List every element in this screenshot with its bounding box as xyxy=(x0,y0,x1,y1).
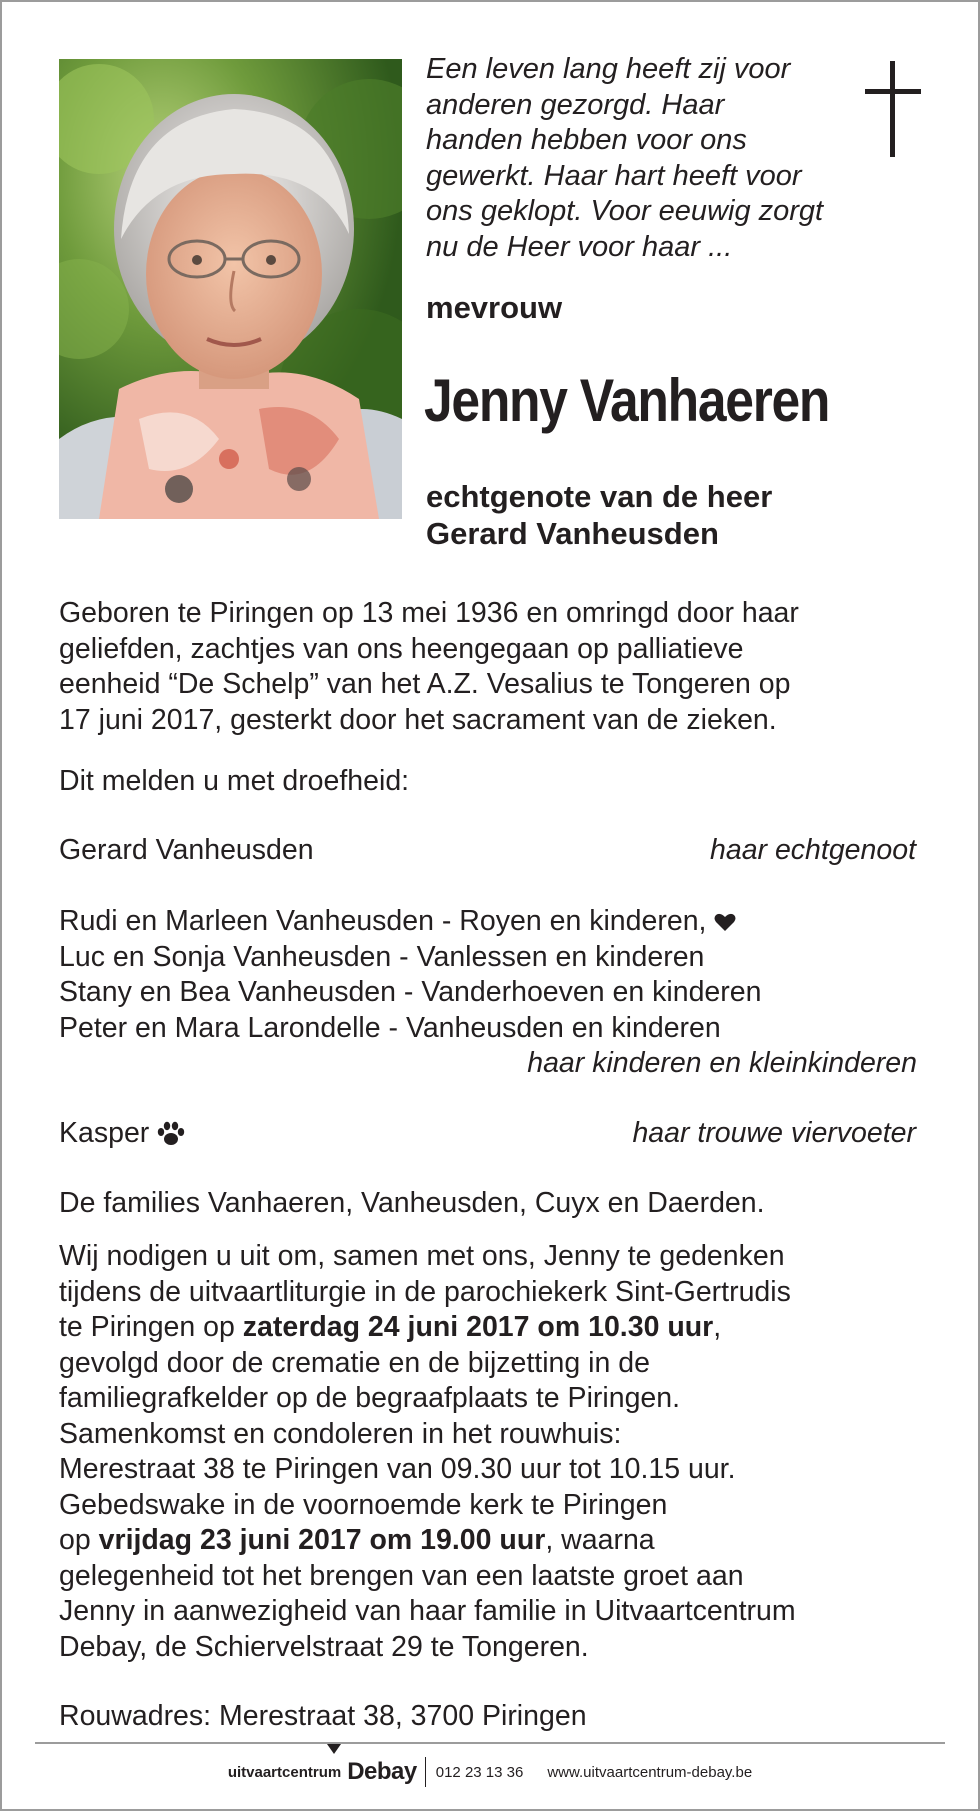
spouse-name: Gerard Vanheusden xyxy=(59,834,314,866)
invitation-line xyxy=(59,1310,929,1346)
spouse-line: Gerard Vanheusden xyxy=(426,516,719,551)
invitation-text: , waarna xyxy=(545,1524,655,1556)
invitation-line: Debay, de Schiervelstraat 29 te Tongeren. xyxy=(59,1630,589,1663)
footer-label: uitvaartcentrum xyxy=(227,1763,342,1781)
poem-line: nu de Heer voor haar ... xyxy=(426,230,733,263)
pet-name-group xyxy=(59,1116,185,1152)
memorial-poem xyxy=(426,52,856,265)
heart-icon xyxy=(714,912,736,932)
invitation-line: Jenny in aanwezigheid van haar familie in Uitvaartcentrum xyxy=(59,1595,796,1627)
announce-intro: Dit melden u met droefheid: xyxy=(59,765,410,797)
spouse-relation: haar echtgenoot xyxy=(710,834,916,866)
child-family-line: Luc en Sonja Vanheusden - Vanlessen en kinderen xyxy=(59,940,705,973)
paragraph-line: 17 juni 2017, gesterkt door het sacrament van de zieken. xyxy=(59,703,777,736)
poem-line: handen hebben voor ons xyxy=(426,124,747,156)
children-list xyxy=(59,904,929,1046)
paragraph-line: eenheid “De Schelp” van het A.Z. Vesalius te Tongeren op xyxy=(59,668,791,700)
invitation-line: gevolgd door de crematie en de bijzetting in de xyxy=(59,1346,650,1379)
mourning-address: Rouwadres: Merestraat 38, 3700 Piringen xyxy=(59,1700,587,1732)
spouse-row xyxy=(59,833,916,869)
spouse-description xyxy=(426,478,772,552)
pet-name: Kasper xyxy=(59,1117,150,1149)
paragraph-line: Geboren te Piringen op 13 mei 1936 en omringd door haar xyxy=(59,597,799,629)
footer-separator xyxy=(425,1757,426,1787)
child-family-line xyxy=(59,904,929,940)
child-family-line: Peter en Mara Larondelle - Vanheusden en kinderen xyxy=(59,1011,721,1044)
poem-line: anderen gezorgd. Haar xyxy=(426,88,725,121)
poem-line: ons geklopt. Voor eeuwig zorgt xyxy=(426,195,824,227)
poem-line: gewerkt. Haar hart heeft voor xyxy=(426,159,802,192)
deceased-name: Jenny Vanhaeren xyxy=(424,367,830,434)
birth-death-paragraph xyxy=(59,596,929,738)
footer-divider xyxy=(35,1742,945,1744)
children-relation: haar kinderen en kleinkinderen xyxy=(527,1047,917,1079)
footer xyxy=(0,1752,980,1792)
footer-phone: 012 23 13 36 xyxy=(435,1763,524,1781)
invitation-text: te Piringen op xyxy=(59,1311,243,1343)
invitation-paragraph xyxy=(59,1239,929,1665)
invitation-line: Merestraat 38 te Piringen van 09.30 uur tot 10.15 uur. xyxy=(59,1453,736,1485)
invitation-line xyxy=(59,1523,929,1559)
invitation-line: familiegrafkelder op de begraafplaats te Piringen. xyxy=(59,1382,681,1414)
poem-line: Een leven lang heeft zij voor xyxy=(426,53,791,85)
funeral-date: zaterdag 24 juni 2017 om 10.30 uur xyxy=(242,1311,714,1343)
families-line: De families Vanhaeren, Vanheusden, Cuyx en Daerden. xyxy=(59,1187,765,1219)
footer-brand: Debay xyxy=(347,1758,417,1785)
spouse-line: echtgenote van de heer xyxy=(426,479,773,514)
cross-icon xyxy=(865,61,921,157)
child-family-line: Stany en Bea Vanheusden - Vanderhoeven en kinderen xyxy=(59,976,762,1008)
portrait-illustration xyxy=(59,59,402,519)
invitation-line: gelegenheid tot het brengen van een laatste groet aan xyxy=(59,1559,744,1592)
portrait-photo xyxy=(59,59,402,519)
paragraph-line: geliefden, zachtjes van ons heengegaan op palliatieve xyxy=(59,632,744,665)
deceased-title: mevrouw xyxy=(426,290,563,325)
invitation-text: op xyxy=(59,1524,99,1556)
invitation-line: Samenkomst en condoleren in het rouwhuis: xyxy=(59,1417,622,1450)
invitation-text: , xyxy=(713,1311,722,1343)
pet-relation: haar trouwe viervoeter xyxy=(632,1117,916,1149)
child-family-text: Rudi en Marleen Vanheusden - Royen en kinderen, xyxy=(59,905,707,937)
paw-icon xyxy=(157,1121,185,1147)
pet-row xyxy=(59,1116,916,1152)
invitation-line: Gebedswake in de voornoemde kerk te Piringen xyxy=(59,1488,668,1521)
invitation-line: Wij nodigen u uit om, samen met ons, Jenny te gedenken xyxy=(59,1240,785,1272)
vigil-date: vrijdag 23 juni 2017 om 19.00 uur xyxy=(98,1524,546,1556)
footer-website: www.uitvaartcentrum-debay.be xyxy=(547,1763,753,1781)
invitation-line: tijdens de uitvaartliturgie in de parochiekerk Sint-Gertrudis xyxy=(59,1275,791,1308)
